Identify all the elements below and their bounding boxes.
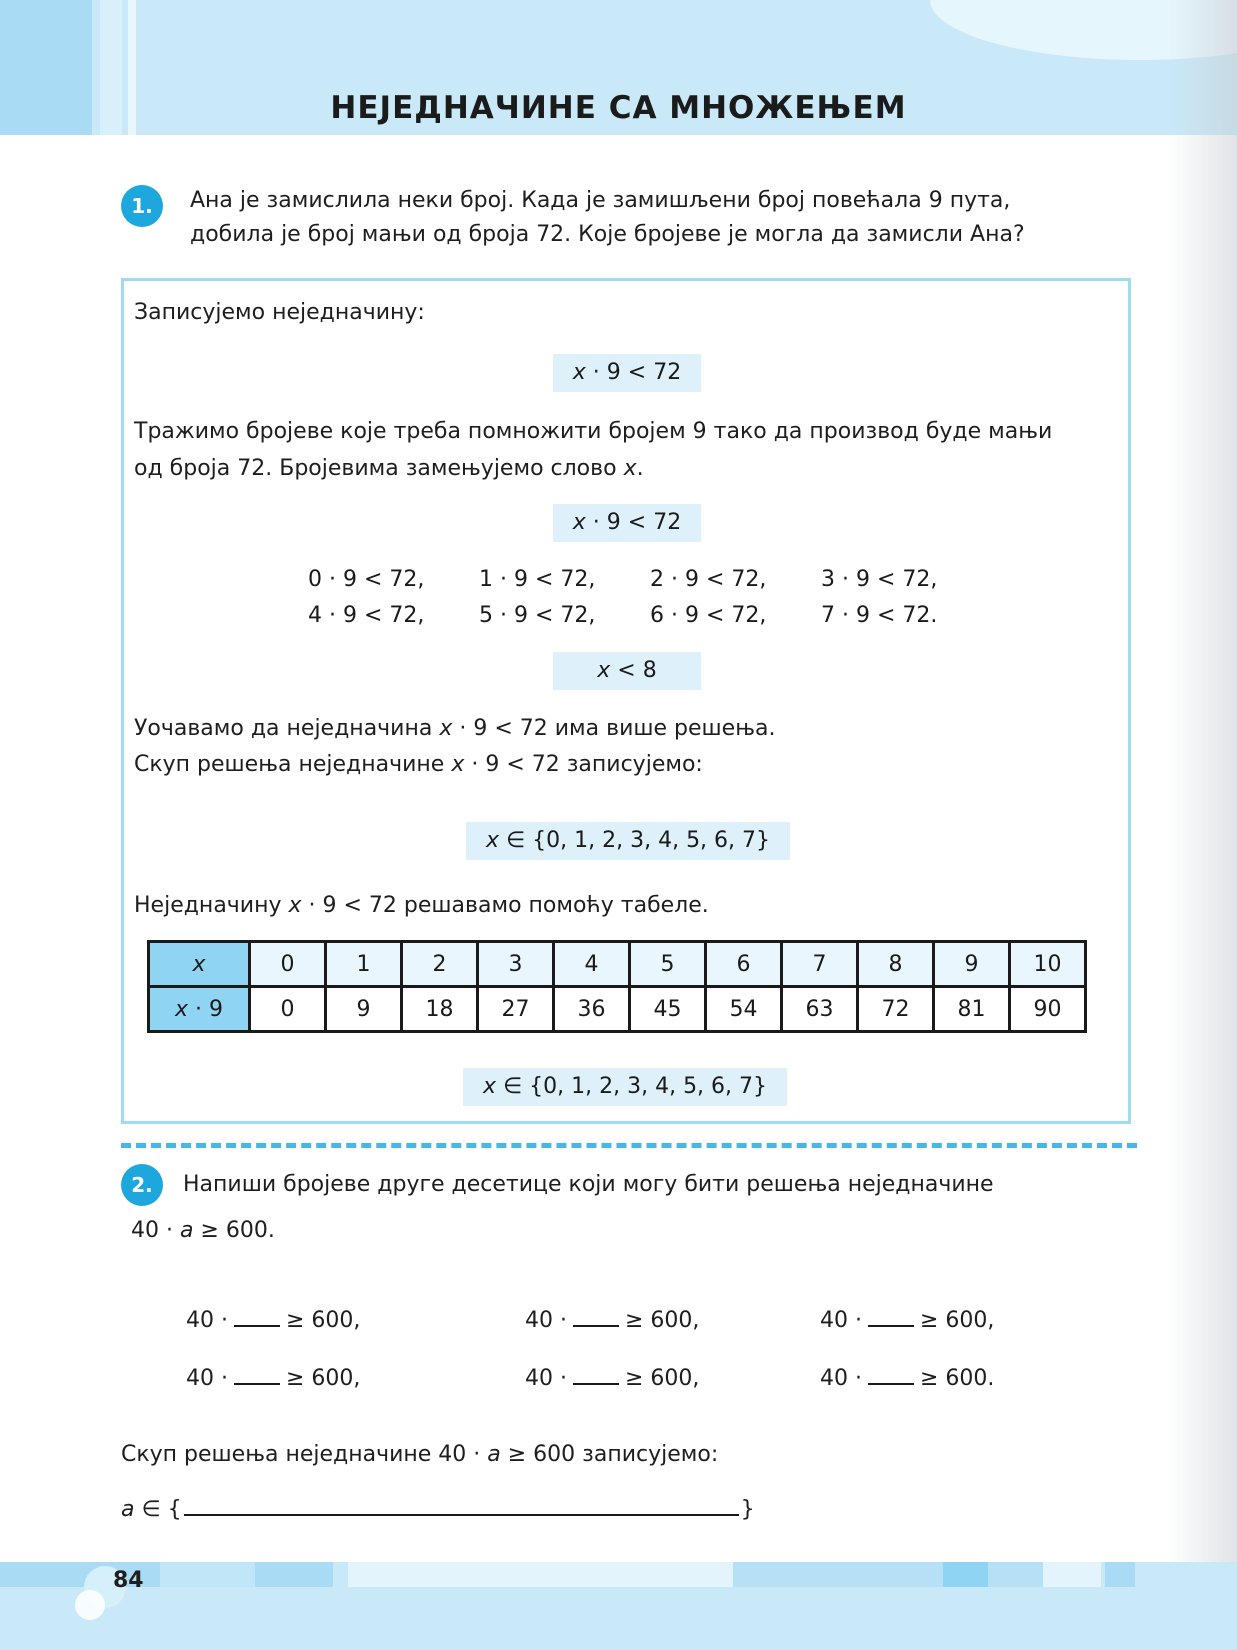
try-item: 3 · 9 < 72,: [821, 567, 938, 592]
try-item: 7 · 9 < 72.: [821, 603, 938, 628]
answer-set-blank[interactable]: [184, 1492, 739, 1516]
exercise-prefix: 40 ·: [186, 1308, 228, 1333]
var-x: x: [288, 893, 302, 918]
exercise-suffix: ≥ 600,: [624, 1308, 700, 1333]
search-line2: [134, 452, 644, 486]
table-cell: 8: [858, 942, 934, 987]
task2-set-text-end: ≥ 600 записујемо:: [500, 1442, 719, 1467]
task1-line2: добила је број мањи од броја 72. Које бројеве је могла да замисли Ана?: [190, 222, 1025, 247]
task1-line1: Ана је замислила неки број. Када је замишљени број повећала 9 пута,: [190, 188, 1011, 213]
exercise-suffix: ≥ 600,: [919, 1308, 995, 1333]
table-cell: 9: [326, 987, 402, 1032]
section-divider: [121, 1143, 1137, 1148]
table-cell: 72: [858, 987, 934, 1032]
answer-blank[interactable]: [234, 1305, 280, 1327]
exercise-item: [820, 1304, 994, 1338]
inequality-text: · 9 < 72: [585, 510, 682, 535]
set-text-end: · 9 < 72 записујемо:: [464, 752, 703, 777]
var-x: x: [482, 1074, 496, 1099]
try-item: 4 · 9 < 72,: [308, 603, 425, 628]
exercise-prefix: 40 ·: [186, 1366, 228, 1391]
page-edge-shadow: [1167, 0, 1237, 1650]
observe-text-end: · 9 < 72 има више решења.: [452, 716, 776, 741]
solution-intro: Записујемо неједначину:: [134, 300, 425, 325]
table-cell: 27: [478, 987, 554, 1032]
table-cell: 6: [706, 942, 782, 987]
try-item: 1 · 9 < 72,: [479, 567, 596, 592]
table-intro-text: Неједначину: [134, 893, 289, 918]
exercise-prefix: 40 ·: [820, 1308, 862, 1333]
var-x: x: [451, 752, 465, 777]
try-item: 2 · 9 < 72,: [650, 567, 767, 592]
footer-stripe: [348, 1562, 733, 1587]
exercise-suffix: ≥ 600.: [919, 1366, 995, 1391]
footer-stripe: [988, 1562, 1043, 1587]
try-item: 6 · 9 < 72,: [650, 603, 767, 628]
set-text: Скуп решења неједначине: [134, 752, 452, 777]
tries-row-2: [308, 598, 992, 634]
try-item: 5 · 9 < 72,: [479, 603, 596, 628]
exercise-item: [525, 1362, 699, 1396]
answer-blank[interactable]: [868, 1305, 914, 1327]
exercise-prefix: 40 ·: [525, 1366, 567, 1391]
answer-blank[interactable]: [573, 1363, 619, 1385]
var-x: x: [485, 828, 499, 853]
table-cell: 63: [782, 987, 858, 1032]
exercise-item: [186, 1362, 360, 1396]
table-cell: 5: [630, 942, 706, 987]
footer-stripe: [733, 1562, 943, 1587]
exercise-item: [525, 1304, 699, 1338]
exercise-suffix: ≥ 600,: [624, 1366, 700, 1391]
tries-row-1: [308, 562, 992, 598]
var-x: x: [572, 510, 586, 535]
table-row: [149, 942, 1086, 987]
inequality-text: · 9 < 72: [585, 360, 682, 385]
solution-set-text: ∈ {0, 1, 2, 3, 4, 5, 6, 7}: [499, 828, 771, 853]
task2-line2: [131, 1214, 275, 1248]
result-text: < 8: [610, 658, 657, 683]
footer-circle: [75, 1590, 105, 1620]
var-x: x: [597, 658, 611, 683]
table-cell: 18: [402, 987, 478, 1032]
task-number-badge: 1.: [121, 185, 163, 227]
final-set-highlight: [463, 1068, 787, 1106]
table-cell: 2: [402, 942, 478, 987]
task2-set-text: Скуп решења неједначине 40 ·: [121, 1442, 488, 1467]
task2-text-end: ≥ 600.: [193, 1218, 275, 1243]
table-cell: 81: [934, 987, 1010, 1032]
answer-set-line: [121, 1492, 755, 1527]
solution-table: [147, 940, 1087, 1033]
table-cell: 54: [706, 987, 782, 1032]
answer-blank[interactable]: [234, 1363, 280, 1385]
table-cell: 3: [478, 942, 554, 987]
task2-text: 40 ·: [131, 1218, 180, 1243]
set-close-brace: }: [740, 1497, 755, 1522]
var-a: a: [487, 1442, 501, 1467]
inequality-highlight: [553, 354, 701, 392]
table-cell: 0: [250, 942, 326, 987]
set-line: [134, 748, 703, 782]
exercise-suffix: ≥ 600,: [285, 1366, 361, 1391]
table-cell: 36: [554, 987, 630, 1032]
exercise-suffix: ≥ 600,: [285, 1308, 361, 1333]
search-line1: Тражимо бројеве које треба помножити бројем 9 тако да производ буде мањи: [134, 419, 1053, 444]
footer-stripe: [1105, 1562, 1135, 1587]
table-cell: 7: [782, 942, 858, 987]
task-number-badge: 2.: [121, 1164, 163, 1206]
table-cell: 9: [934, 942, 1010, 987]
table-cell: 45: [630, 987, 706, 1032]
try-item: 0 · 9 < 72,: [308, 567, 425, 592]
observe-line: [134, 712, 775, 746]
footer-stripe: [943, 1562, 988, 1587]
exercise-prefix: 40 ·: [820, 1366, 862, 1391]
inequality-highlight: [553, 504, 701, 542]
table-cell: 0: [250, 987, 326, 1032]
table-cell: 10: [1010, 942, 1086, 987]
solution-set-highlight: [466, 822, 790, 860]
search-line2-text: од броја 72. Бројевима замењујемо слово: [134, 456, 624, 481]
var-x: x: [439, 716, 453, 741]
task2-line1: Напиши бројеве друге десетице који могу бити решења неједначине: [183, 1172, 994, 1197]
var-a: a: [179, 1218, 194, 1243]
exercise-item: [820, 1362, 994, 1396]
table-intro-line: [134, 889, 709, 923]
var-x: x: [572, 360, 586, 385]
var-x: x: [174, 996, 189, 1022]
final-set-text: ∈ {0, 1, 2, 3, 4, 5, 6, 7}: [496, 1074, 768, 1099]
table-header-x-times-9: [149, 987, 250, 1032]
table-cell: 1: [326, 942, 402, 987]
table-cell: 90: [1010, 987, 1086, 1032]
table-header-x: x: [149, 942, 250, 987]
var-a: a: [121, 1497, 135, 1522]
search-line2-period: .: [636, 456, 644, 481]
header-text: · 9: [188, 996, 223, 1022]
footer-stripe: [160, 1562, 255, 1587]
task2-set-line: [121, 1438, 718, 1472]
result-highlight: [553, 652, 701, 690]
observe-text: Уочавамо да неједначина: [134, 716, 440, 741]
page-title: НЕЈЕДНАЧИНЕ СА МНОЖЕЊЕМ: [330, 90, 907, 126]
exercise-item: [186, 1304, 360, 1338]
page-number: 84: [113, 1568, 144, 1593]
answer-blank[interactable]: [573, 1305, 619, 1327]
exercise-prefix: 40 ·: [525, 1308, 567, 1333]
var-x: x: [623, 456, 637, 481]
answer-blank[interactable]: [868, 1363, 914, 1385]
table-row: [149, 987, 1086, 1032]
table-intro-text-end: · 9 < 72 решавамо помоћу табеле.: [301, 893, 709, 918]
footer-stripe: [1043, 1562, 1101, 1587]
table-cell: 4: [554, 942, 630, 987]
footer-stripe: [255, 1562, 333, 1587]
set-open-brace: ∈ {: [134, 1497, 182, 1522]
